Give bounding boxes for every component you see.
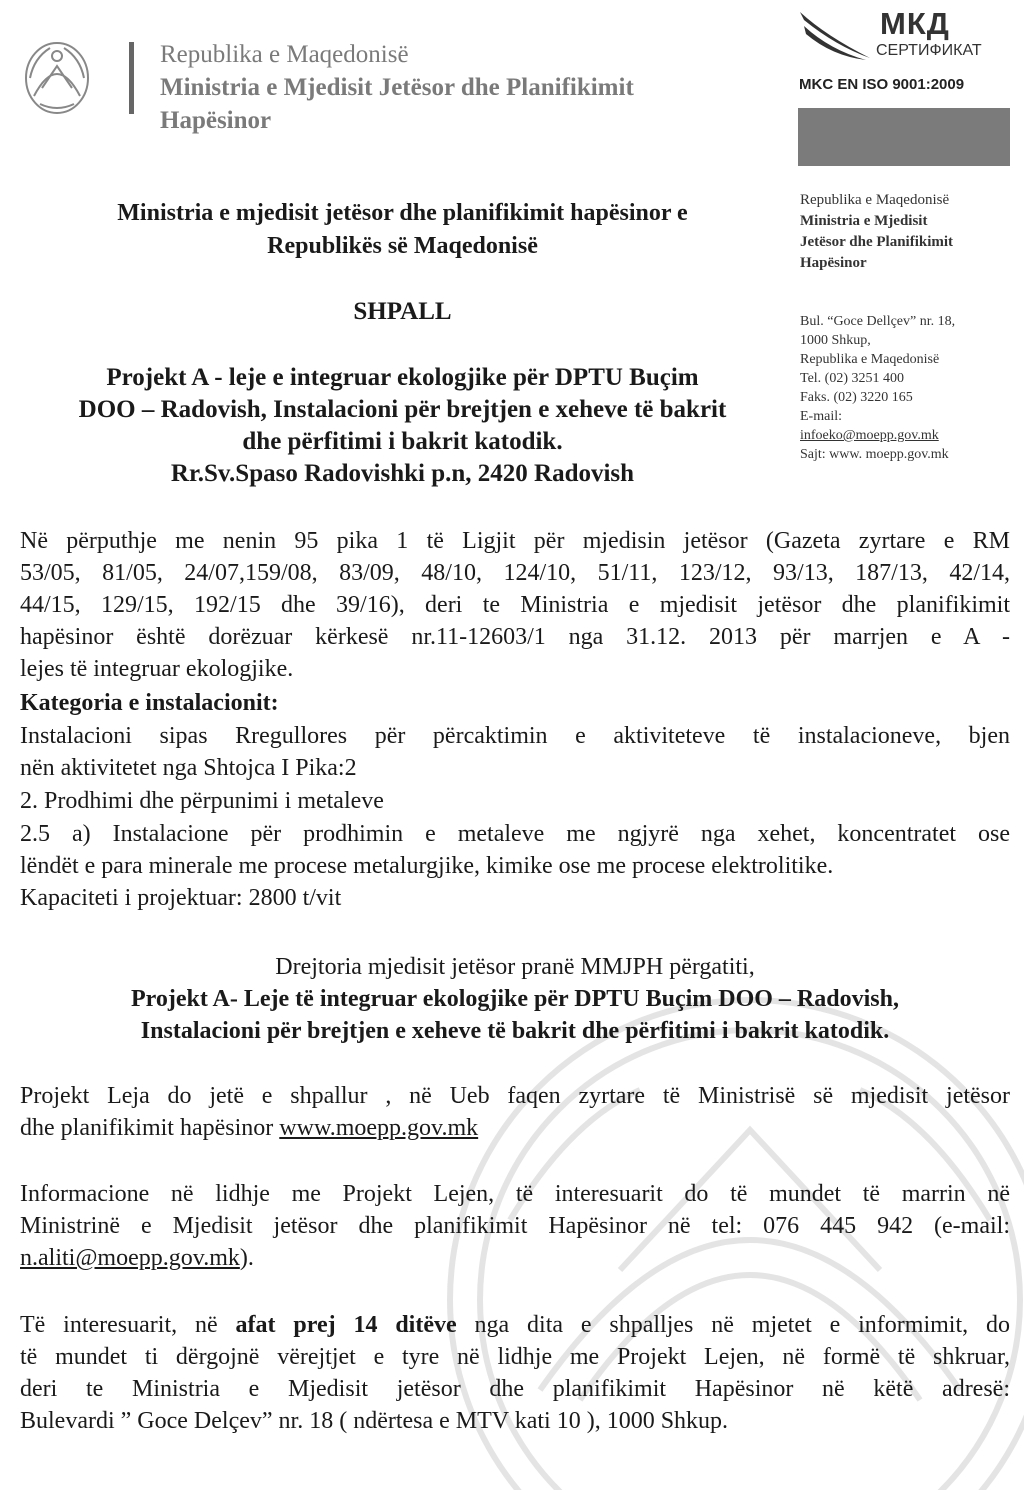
announce-heading: SHPALL [353,298,452,325]
contact-email-link[interactable]: n.aliti@moepp.gov.mk [20,1245,240,1271]
header-ministry: Ministria e Mjedisit Jetësor dhe Planifikimit [160,74,634,101]
header-country: Republika e Maqedonisë [160,41,409,68]
category-line: 2.5 a) Instalacione për prodhimin e metaleve me ngjyrë nga xehet, koncentratet ose [20,821,1010,847]
project-title: Projekt A - leje e integruar ekologjike për DPTU Buçim [106,364,699,391]
ministry-title: Ministria e mjedisit jetësor dhe planifikimit hapësinor e [117,200,688,226]
website-link[interactable]: www.moepp.gov.mk [279,1115,479,1141]
category-line: nën aktivitetet nga Shtojca I Pika:2 [20,755,357,781]
prepared-project-title: Projekt A- Leje të integruar ekologjike për DPTU Buçim DOO – Radovish, [131,986,899,1012]
paragraph-intro-line: 53/05, 81/05, 24/07,159/08, 83/09, 48/10, 124/10, 51/11, 123/12, 93/13, 187/13, 42/14, [20,560,1010,586]
header-divider [129,42,134,114]
certificate-subtitle: СЕРТИФИКАТ [876,42,982,59]
ministry-title-cont: Republikës së Maqedonisë [267,233,538,259]
deadline-line [20,1309,1010,1341]
deadline-period: afat prej 14 ditëve [235,1312,457,1338]
publication-line: Projekt Leja do jetë e shpallur , në Ueb faqen zyrtare të Ministrisë së mjedisit jetësor [20,1083,1010,1109]
category-line: 2. Prodhimi dhe përpunimi i metaleve [20,788,384,814]
capacity-line: Kapaciteti i projektuar: 2800 t/vit [20,885,342,911]
info-line: Ministrinë e Mjedisit jetësor dhe planifikimit Hapësinor në tel: 076 445 942 (e-mail: [20,1213,1010,1239]
info-line: Informacione në lidhje me Projekt Lejen, të interesuarit do të mundet të marrin në [20,1181,1010,1207]
state-emblem-icon [22,38,92,116]
prepared-line: Drejtoria mjedisit jetësor pranë MMJPH përgatiti, [275,954,755,980]
paragraph-intro-line: lejes të integruar ekologjike. [20,656,294,682]
side-address-city: 1000 Shkup, [800,333,871,348]
category-line: lëndët e para minerale me procese metalurgjike, kimike ose me procese elektrolitike. [20,853,834,879]
publication-text: dhe planifikimit hapësinor [20,1115,280,1141]
info-end: ). [239,1245,254,1271]
prepared-project-title-2: Instalacioni për brejtjen e xeheve të bakrit dhe përfitimi i bakrit katodik. [140,1018,890,1044]
project-address: Rr.Sv.Spaso Radovishki p.n, 2420 Radovish [170,460,635,487]
certificate-bar [798,108,1010,166]
project-title-3: dhe përfitimi i bakrit katodik. [242,428,563,455]
side-org-ministry-3: Hapësinor [800,255,867,271]
certificate-title: МКД [880,6,950,41]
info-line-3 [20,1242,1010,1274]
deadline-pre: Të interesuarit, në [20,1312,236,1338]
side-address-street: Bul. “Goce Dellçev” nr. 18, [800,314,956,329]
deadline-line-2: të mundet ti dërgojnë vërejtjet e tyre në lidhje me Projekt Lejen, në formë të shkruar, [20,1344,1010,1370]
paragraph-intro-line: 44/15, 129/15, 192/15 dhe 39/16), deri te Ministria e mjedisit jetësor dhe planifikimit [20,592,1010,618]
deadline-address: Bulevardi ” Goce Delçev” nr. 18 ( ndërtesa e MTV kati 10 ), 1000 Shkup. [20,1408,729,1434]
category-heading: Kategoria e instalacionit: [20,690,279,716]
side-phone: Tel. (02) 3251 400 [800,371,905,386]
project-title-2: DOO – Radovish, Instalacioni për brejtjen e xeheve të bakrit [78,396,727,423]
paragraph-intro-line: Në përputhje me nenin 95 pika 1 të Ligjit për mjedisin jetësor (Gazeta zyrtare e RM [20,528,1010,554]
side-org-country: Republika e Maqedonisë [800,192,950,208]
deadline-line-3: deri te Ministria e Mjedisit jetësor dhe planifikimit Hapësinor në këtë adresë: [20,1376,1010,1402]
side-email-label: E-mail: [800,409,842,424]
side-org-ministry-2: Jetësor dhe Planifikimit [800,234,954,250]
side-address-country: Republika e Maqedonisë [800,352,940,367]
header-ministry-cont: Hapësinor [160,107,272,134]
publication-line-2 [20,1112,1010,1144]
category-line: Instalacioni sipas Rregullores për përcaktimin e aktiviteteve të instalacioneve, bjen [20,723,1010,749]
paragraph-intro-line: hapësinor është dorëzuar kërkesë nr.11-12603/1 nga 31.12. 2013 për marrjen e A - [20,624,1010,650]
certificate-logo-icon [796,6,882,62]
side-fax: Faks. (02) 3220 165 [800,390,913,405]
certificate-standard: MKC EN ISO 9001:2009 [799,76,965,93]
side-email-link[interactable]: infoeko@moepp.gov.mk [800,428,939,443]
side-org-ministry: Ministria e Mjedisit [800,213,928,229]
side-website: Sajt: www. moepp.gov.mk [800,447,949,462]
deadline-post: nga dita e shpalljes në mjetet e informimit, do [456,1312,1010,1338]
